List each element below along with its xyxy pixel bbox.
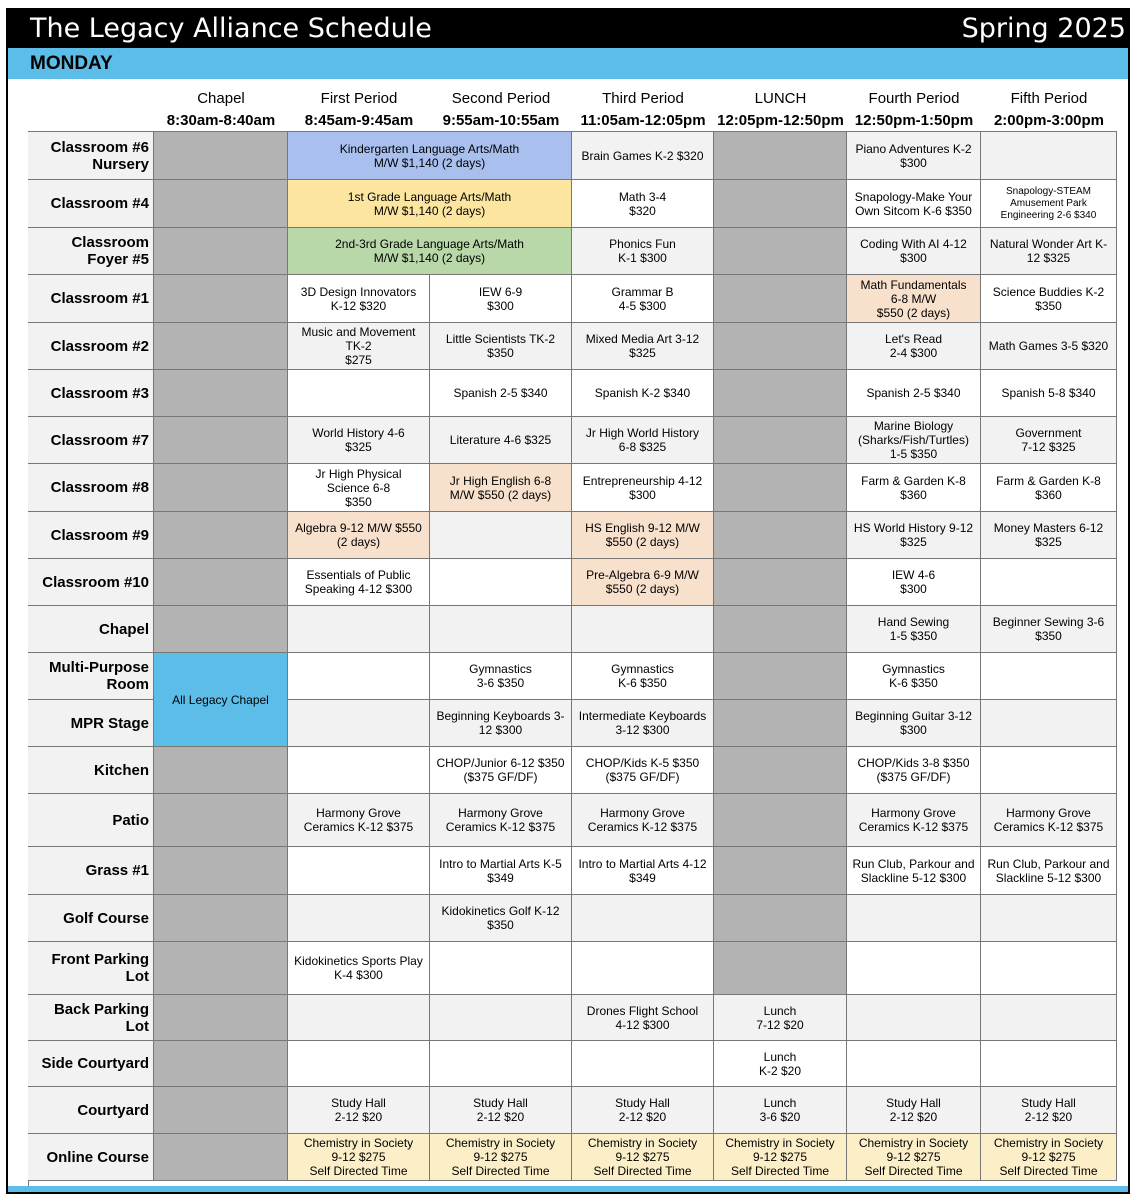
empty-cell	[714, 653, 847, 700]
empty-cell	[981, 942, 1117, 995]
class-cell: Math 3-4 $320	[572, 180, 714, 228]
empty-cell	[714, 275, 847, 323]
empty-cell	[154, 895, 288, 942]
class-cell: Study Hall 2-12 $20	[847, 1087, 981, 1134]
empty-cell	[714, 180, 847, 228]
class-cell: Phonics Fun K-1 $300	[572, 228, 714, 275]
room-label: Classroom #8	[28, 464, 154, 512]
empty-cell	[714, 228, 847, 275]
class-cell: Lunch K-2 $20	[714, 1041, 847, 1087]
class-cell: Jr High World History 6-8 $325	[572, 417, 714, 464]
column-period: Fifth Period	[1010, 90, 1088, 107]
class-cell: Brain Games K-2 $320	[572, 132, 714, 180]
class-cell: Intermediate Keyboards 3-12 $300	[572, 700, 714, 747]
empty-cell	[288, 847, 430, 895]
room-label: Patio	[28, 794, 154, 847]
class-cell: CHOP/Kids 3-8 $350 ($375 GF/DF)	[847, 747, 981, 794]
schedule-title: The Legacy Alliance Schedule	[30, 13, 432, 44]
class-cell: Chemistry in Society 9-12 $275 Self Directed Time	[288, 1134, 430, 1181]
class-cell: CHOP/Junior 6-12 $350 ($375 GF/DF)	[430, 747, 572, 794]
class-cell: Gymnastics 3-6 $350	[430, 653, 572, 700]
empty-cell	[154, 370, 288, 417]
class-cell: Chemistry in Society 9-12 $275 Self Directed Time	[430, 1134, 572, 1181]
empty-cell	[288, 606, 430, 653]
room-label: Classroom Foyer #5	[28, 228, 154, 275]
class-cell: Math Games 3-5 $320	[981, 323, 1117, 370]
empty-cell	[847, 995, 981, 1041]
room-label: Online Course	[28, 1134, 154, 1181]
empty-cell	[714, 747, 847, 794]
empty-cell	[981, 995, 1117, 1041]
class-cell: Coding With AI 4-12 $300	[847, 228, 981, 275]
empty-cell	[981, 895, 1117, 942]
empty-cell	[714, 794, 847, 847]
empty-cell	[430, 995, 572, 1041]
class-cell: Lunch 7-12 $20	[714, 995, 847, 1041]
empty-cell	[714, 464, 847, 512]
empty-cell	[981, 653, 1117, 700]
empty-cell	[154, 132, 288, 180]
column-time: 8:30am-8:40am	[166, 112, 276, 129]
class-cell: HS World History 9-12 $325	[847, 512, 981, 559]
class-cell: Beginner Sewing 3-6 $350	[981, 606, 1117, 653]
class-cell: Chemistry in Society 9-12 $275 Self Directed Time	[981, 1134, 1117, 1181]
class-cell: Pre-Algebra 6-9 M/W $550 (2 days)	[572, 559, 714, 606]
column-period: Chapel	[197, 90, 245, 107]
room-label: Kitchen	[28, 747, 154, 794]
class-cell: Run Club, Parkour and Slackline 5-12 $300	[981, 847, 1117, 895]
column-time: 12:50pm-1:50pm	[854, 112, 974, 129]
empty-cell	[714, 700, 847, 747]
empty-cell	[714, 895, 847, 942]
class-cell: Harmony Grove Ceramics K-12 $375	[847, 794, 981, 847]
day-label: MONDAY	[30, 53, 113, 74]
empty-cell	[430, 606, 572, 653]
room-label: Golf Course	[28, 895, 154, 942]
empty-cell	[154, 323, 288, 370]
bottom-bar	[8, 1186, 1128, 1192]
empty-cell	[154, 1087, 288, 1134]
class-cell: Hand Sewing 1-5 $350	[847, 606, 981, 653]
empty-cell	[154, 1041, 288, 1087]
class-cell: Algebra 9-12 M/W $550 (2 days)	[288, 512, 430, 559]
class-cell: 3D Design Innovators K-12 $320	[288, 275, 430, 323]
empty-cell	[288, 370, 430, 417]
empty-cell	[847, 942, 981, 995]
empty-cell	[714, 606, 847, 653]
class-cell: Spanish K-2 $340	[572, 370, 714, 417]
day-bar	[8, 48, 1128, 79]
column-period: First Period	[320, 90, 398, 107]
empty-cell	[154, 794, 288, 847]
class-cell: Grammar B 4-5 $300	[572, 275, 714, 323]
class-cell: Harmony Grove Ceramics K-12 $375	[430, 794, 572, 847]
room-label: Classroom #6 Nursery	[28, 132, 154, 180]
empty-cell	[430, 559, 572, 606]
empty-cell	[288, 700, 430, 747]
class-cell: Farm & Garden K-8 $360	[847, 464, 981, 512]
class-cell: Natural Wonder Art K- 12 $325	[981, 228, 1117, 275]
room-label: Grass #1	[28, 847, 154, 895]
empty-cell	[154, 228, 288, 275]
empty-cell	[981, 747, 1117, 794]
class-cell: Money Masters 6-12 $325	[981, 512, 1117, 559]
empty-cell	[154, 995, 288, 1041]
class-cell: Harmony Grove Ceramics K-12 $375	[572, 794, 714, 847]
room-label: Multi-Purpose Room	[28, 653, 154, 700]
class-cell: World History 4-6 $325	[288, 417, 430, 464]
class-cell: Government 7-12 $325	[981, 417, 1117, 464]
column-period: Second Period	[451, 90, 551, 107]
class-cell: Study Hall 2-12 $20	[981, 1087, 1117, 1134]
class-cell: Farm & Garden K-8 $360	[981, 464, 1117, 512]
class-cell: Music and Movement TK-2 $275	[288, 323, 430, 370]
empty-cell	[154, 180, 288, 228]
class-cell: Literature 4-6 $325	[430, 417, 572, 464]
class-cell: 2nd-3rd Grade Language Arts/Math M/W $1,140 (2 days)	[288, 228, 572, 275]
empty-cell	[572, 942, 714, 995]
class-cell: Let's Read 2-4 $300	[847, 323, 981, 370]
class-cell: CHOP/Kids K-5 $350 ($375 GF/DF)	[572, 747, 714, 794]
empty-cell	[981, 132, 1117, 180]
class-cell: Spanish 2-5 $340	[847, 370, 981, 417]
class-cell: Intro to Martial Arts K-5 $349	[430, 847, 572, 895]
class-cell: Gymnastics K-6 $350	[572, 653, 714, 700]
empty-cell	[714, 847, 847, 895]
class-cell: Jr High Physical Science 6-8 $350	[288, 464, 430, 512]
class-cell: IEW 4-6 $300	[847, 559, 981, 606]
room-label: Classroom #10	[28, 559, 154, 606]
empty-cell	[154, 464, 288, 512]
room-label: Classroom #3	[28, 370, 154, 417]
class-cell: Marine Biology (Sharks/Fish/Turtles) 1-5 $350	[847, 417, 981, 464]
room-label: Front Parking Lot	[28, 942, 154, 995]
class-cell: Entrepreneurship 4-12 $300	[572, 464, 714, 512]
empty-cell	[572, 606, 714, 653]
room-label: Courtyard	[28, 1087, 154, 1134]
empty-cell	[288, 995, 430, 1041]
column-time: 9:55am-10:55am	[442, 112, 560, 129]
column-time: 8:45am-9:45am	[304, 112, 414, 129]
empty-cell	[714, 323, 847, 370]
class-cell: Jr High English 6-8 M/W $550 (2 days)	[430, 464, 572, 512]
empty-cell	[572, 895, 714, 942]
empty-cell	[714, 942, 847, 995]
class-cell: Snapology-STEAM Amusement Park Engineering 2-6 $340	[981, 180, 1117, 228]
empty-cell	[714, 417, 847, 464]
room-label: Classroom #7	[28, 417, 154, 464]
empty-cell	[154, 559, 288, 606]
empty-cell	[154, 1134, 288, 1181]
empty-cell	[572, 1041, 714, 1087]
room-label: Classroom #2	[28, 323, 154, 370]
class-cell: Drones Flight School 4-12 $300	[572, 995, 714, 1041]
empty-cell	[714, 512, 847, 559]
empty-cell	[847, 1041, 981, 1087]
class-cell: HS English 9-12 M/W $550 (2 days)	[572, 512, 714, 559]
class-cell: Study Hall 2-12 $20	[430, 1087, 572, 1134]
empty-cell	[981, 700, 1117, 747]
class-cell: Kidokinetics Sports Play K-4 $300	[288, 942, 430, 995]
empty-cell	[154, 747, 288, 794]
class-cell: Chemistry in Society 9-12 $275 Self Directed Time	[572, 1134, 714, 1181]
class-cell: Kidokinetics Golf K-12 $350	[430, 895, 572, 942]
empty-cell	[981, 1041, 1117, 1087]
class-cell: IEW 6-9 $300	[430, 275, 572, 323]
empty-cell	[154, 606, 288, 653]
column-period: Third Period	[602, 90, 684, 107]
room-label: Back Parking Lot	[28, 995, 154, 1041]
room-label: Chapel	[28, 606, 154, 653]
class-cell: Harmony Grove Ceramics K-12 $375	[288, 794, 430, 847]
class-cell: Study Hall 2-12 $20	[288, 1087, 430, 1134]
class-cell: Beginning Guitar 3-12 $300	[847, 700, 981, 747]
empty-cell	[154, 512, 288, 559]
class-cell: Gymnastics K-6 $350	[847, 653, 981, 700]
schedule-sheet	[6, 8, 1130, 1194]
empty-cell	[714, 370, 847, 417]
column-period: LUNCH	[754, 90, 807, 107]
empty-cell	[154, 942, 288, 995]
column-time: 2:00pm-3:00pm	[993, 112, 1105, 129]
room-label: Side Courtyard	[28, 1041, 154, 1087]
room-label: Classroom #1	[28, 275, 154, 323]
room-label: MPR Stage	[28, 700, 154, 747]
class-cell: Chemistry in Society 9-12 $275 Self Directed Time	[847, 1134, 981, 1181]
room-label: Classroom #9	[28, 512, 154, 559]
room-label: Classroom #4	[28, 180, 154, 228]
empty-cell	[430, 942, 572, 995]
column-time: 12:05pm-12:50pm	[717, 112, 844, 129]
empty-cell	[288, 747, 430, 794]
class-cell: Piano Adventures K-2 $300	[847, 132, 981, 180]
class-cell: Kindergarten Language Arts/Math M/W $1,140 (2 days)	[288, 132, 572, 180]
title-bar	[8, 10, 1128, 48]
class-cell: Little Scientists TK-2 $350	[430, 323, 572, 370]
empty-cell	[154, 847, 288, 895]
class-cell: Study Hall 2-12 $20	[572, 1087, 714, 1134]
class-cell: Science Buddies K-2 $350	[981, 275, 1117, 323]
empty-cell	[714, 132, 847, 180]
class-cell: Harmony Grove Ceramics K-12 $375	[981, 794, 1117, 847]
column-time: 11:05am-12:05pm	[580, 112, 706, 129]
empty-cell	[154, 417, 288, 464]
empty-cell	[430, 512, 572, 559]
class-cell: Lunch 3-6 $20	[714, 1087, 847, 1134]
class-cell: Run Club, Parkour and Slackline 5-12 $300	[847, 847, 981, 895]
column-period: Fourth Period	[868, 90, 960, 107]
class-cell: Chemistry in Society 9-12 $275 Self Directed Time	[714, 1134, 847, 1181]
empty-cell	[847, 895, 981, 942]
class-cell: Spanish 5-8 $340	[981, 370, 1117, 417]
empty-cell	[288, 895, 430, 942]
season-label: Spring 2025	[961, 13, 1126, 44]
empty-cell	[714, 559, 847, 606]
empty-cell	[430, 1041, 572, 1087]
empty-cell	[154, 275, 288, 323]
class-cell: Spanish 2-5 $340	[430, 370, 572, 417]
class-cell: Essentials of Public Speaking 4-12 $300	[288, 559, 430, 606]
class-cell: All Legacy Chapel	[154, 653, 288, 747]
empty-cell	[288, 1041, 430, 1087]
class-cell: 1st Grade Language Arts/Math M/W $1,140 (2 days)	[288, 180, 572, 228]
class-cell: Intro to Martial Arts 4-12 $349	[572, 847, 714, 895]
empty-cell	[288, 653, 430, 700]
class-cell: Math Fundamentals 6-8 M/W $550 (2 days)	[847, 275, 981, 323]
class-cell: Beginning Keyboards 3- 12 $300	[430, 700, 572, 747]
class-cell: Snapology-Make Your Own Sitcom K-6 $350	[847, 180, 981, 228]
empty-cell	[981, 559, 1117, 606]
class-cell: Mixed Media Art 3-12 $325	[572, 323, 714, 370]
